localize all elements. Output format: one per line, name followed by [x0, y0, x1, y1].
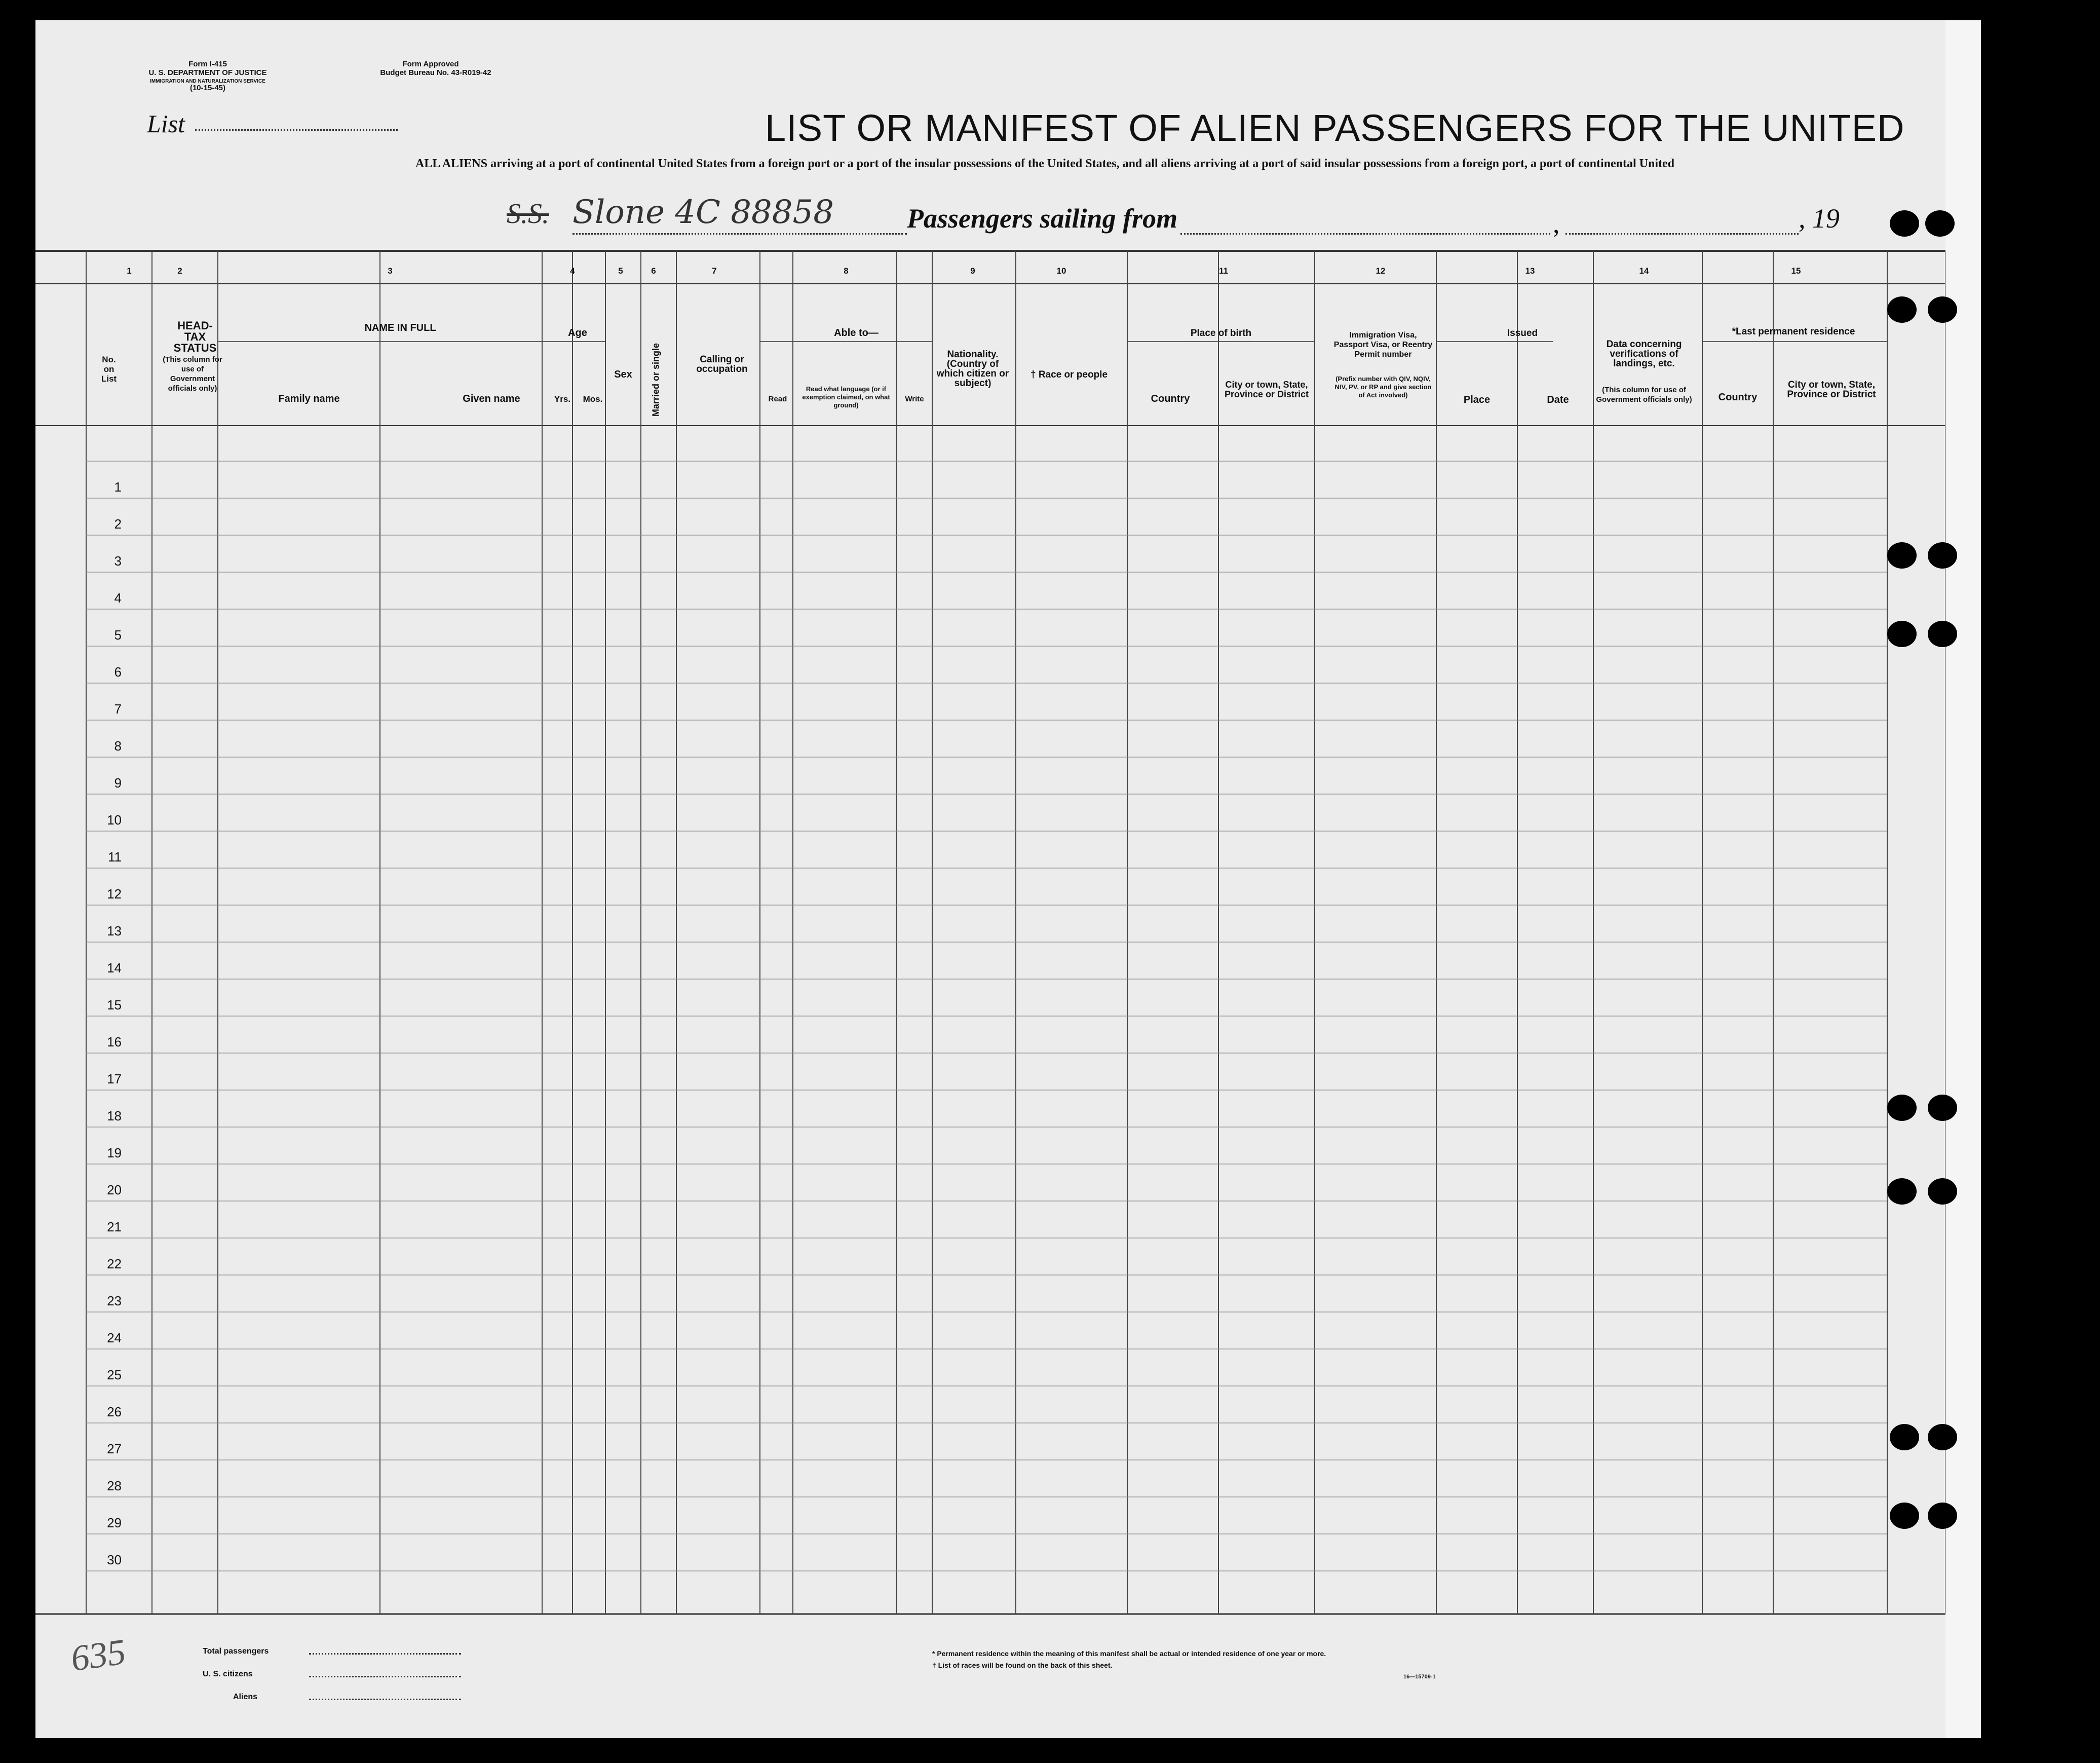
row-number: 11: [108, 849, 122, 865]
row-number: 21: [107, 1219, 122, 1234]
punch-hole: [1928, 1178, 1957, 1205]
header-race: † Race or people: [1030, 369, 1108, 380]
row-number: 12: [107, 886, 122, 902]
row-number: 14: [107, 960, 122, 976]
header-residence-country: Country: [1718, 392, 1758, 403]
aliens-label: Aliens: [233, 1693, 258, 1701]
colnum-2: 2: [177, 266, 182, 276]
header-mos: Mos.: [583, 394, 603, 404]
colnum-5: 5: [618, 266, 623, 276]
colnum-4: 4: [570, 266, 575, 276]
manifest-grid: [35, 20, 1981, 1738]
us-citizens-field[interactable]: [309, 1676, 461, 1677]
aliens-field[interactable]: [309, 1699, 461, 1700]
header-issued: Issued: [1507, 328, 1538, 339]
row-number: 17: [107, 1071, 122, 1086]
row-number: 3: [114, 553, 122, 569]
header-no-on-list: No. on List: [101, 355, 117, 384]
punch-hole: [1928, 621, 1957, 647]
manifest-page: [35, 20, 1981, 1738]
colnum-1: 1: [127, 266, 132, 276]
punch-hole: [1890, 1503, 1919, 1529]
punch-hole: [1925, 210, 1955, 237]
row-number: 15: [107, 997, 122, 1012]
us-citizens-label: U. S. citizens: [203, 1670, 253, 1678]
header-visa-note: (Prefix number with QIV, NQIV, NIV, PV, or RP and give section of Act involved): [1334, 375, 1432, 399]
row-number: 26: [107, 1404, 122, 1419]
binding-edge: [1945, 20, 1981, 1738]
print-code: 16—15709-1: [1403, 1674, 1436, 1680]
header-place-of-birth: Place of birth: [1190, 328, 1252, 339]
row-number: 9: [114, 775, 122, 791]
header-landings-note: (This column for use of Government officials only): [1596, 386, 1692, 404]
row-number: 30: [107, 1552, 122, 1567]
header-able-to: Able to—: [834, 327, 879, 339]
row-number: 4: [114, 590, 122, 606]
punch-hole: [1928, 1095, 1957, 1121]
vessel-handwriting: Slone 4C 88858: [572, 194, 834, 231]
header-birth-city: City or town, State, Province or District: [1224, 380, 1309, 399]
header-sex: Sex: [614, 369, 632, 380]
colnum-15: 15: [1791, 266, 1801, 276]
punch-hole: [1887, 1178, 1917, 1205]
row-number: 1: [114, 479, 122, 495]
footnote-residence: * Permanent residence within the meaning of this manifest shall be actual or intended residence of one year or more.: [932, 1649, 1326, 1658]
colnum-13: 13: [1525, 266, 1535, 276]
header-nationality: Nationality. (Country of which citizen or subject): [936, 349, 1009, 389]
sailing-comma: ,: [1553, 208, 1560, 239]
service-name: IMMIGRATION AND NATURALIZATION SERVICE: [150, 79, 265, 84]
row-number: 6: [114, 664, 122, 680]
form-number: Form I-415: [188, 60, 227, 68]
colnum-7: 7: [712, 266, 717, 276]
form-date: (10-15-45): [189, 84, 226, 92]
footnote-races: † List of races will be found on the back of this sheet.: [932, 1661, 1113, 1669]
colnum-10: 10: [1056, 266, 1066, 276]
handwritten-number: 635: [68, 1631, 128, 1679]
header-calling: Calling or occupation: [696, 354, 748, 374]
header-head-tax-note: (This column for use of Government officials only): [163, 355, 222, 393]
row-number: 20: [107, 1182, 122, 1197]
punch-hole: [1887, 1095, 1917, 1121]
punch-hole: [1887, 621, 1917, 647]
colnum-14: 14: [1639, 266, 1649, 276]
row-number: 22: [107, 1256, 122, 1271]
header-visa: Immigration Visa, Passport Visa, or Reentry Permit number: [1333, 331, 1433, 359]
colnum-3: 3: [388, 266, 393, 276]
punch-hole: [1887, 296, 1917, 323]
colnum-12: 12: [1376, 266, 1386, 276]
header-read-language: Read what language (or if exemption claimed, on what ground): [802, 385, 890, 409]
header-age: Age: [568, 327, 587, 339]
colnum-11: 11: [1219, 266, 1228, 276]
punch-hole: [1928, 1503, 1957, 1529]
row-number: 27: [107, 1441, 122, 1456]
row-number: 29: [107, 1515, 122, 1530]
page-subtitle: ALL ALIENS arriving at a port of continental United States from a foreign port or a port of the insular possessions of the United States, and all aliens arriving at a port of said insular possessions from a foreign port, a port of continental United: [415, 157, 1674, 170]
header-write: Write: [905, 395, 924, 403]
header-birth-country: Country: [1151, 393, 1190, 404]
row-number: 24: [107, 1330, 122, 1345]
punch-hole: [1928, 296, 1957, 323]
header-read: Read: [768, 395, 787, 403]
total-passengers-label: Total passengers: [203, 1647, 269, 1656]
total-passengers-field[interactable]: [309, 1653, 461, 1655]
header-residence-city: City or town, State, Province or District: [1787, 380, 1876, 400]
punch-hole: [1928, 1424, 1957, 1450]
form-approved: Form Approved: [402, 60, 459, 68]
list-label: List: [147, 109, 185, 138]
punch-hole: [1928, 542, 1957, 569]
year-prefix: , 19: [1799, 203, 1840, 234]
row-number: 13: [107, 923, 122, 939]
punch-hole: [1887, 542, 1917, 569]
row-number: 7: [114, 701, 122, 717]
row-number: 19: [107, 1145, 122, 1160]
row-number: 8: [114, 738, 122, 754]
header-name-in-full: NAME IN FULL: [364, 322, 436, 333]
header-yrs: Yrs.: [554, 394, 571, 404]
row-number: 25: [107, 1367, 122, 1382]
punch-hole: [1890, 210, 1919, 237]
row-number: 5: [114, 627, 122, 643]
header-last-residence: *Last permanent residence: [1732, 326, 1855, 337]
header-issued-place: Place: [1463, 394, 1491, 405]
department-name: U. S. DEPARTMENT OF JUSTICE: [148, 68, 267, 77]
header-issued-date: Date: [1547, 394, 1569, 405]
header-landings: Data concerning verifications of landings, etc.: [1606, 339, 1682, 369]
sailing-from-label: Passengers sailing from: [907, 203, 1178, 234]
header-given-name: Given name: [463, 393, 520, 404]
colnum-6: 6: [651, 266, 656, 276]
row-number: 23: [107, 1293, 122, 1308]
colnum-9: 9: [970, 266, 975, 276]
header-family-name: Family name: [278, 393, 340, 404]
row-number: 18: [107, 1108, 122, 1123]
row-number: 28: [107, 1478, 122, 1493]
row-number: 16: [107, 1034, 122, 1049]
row-number: 10: [107, 812, 122, 828]
header-head-tax: HEAD-TAX STATUS: [173, 319, 217, 354]
ss-label: S.S.: [507, 198, 549, 230]
budget-bureau: Budget Bureau No. 43-R019-42: [380, 68, 491, 77]
colnum-8: 8: [844, 266, 849, 276]
page-title: LIST OR MANIFEST OF ALIEN PASSENGERS FOR THE UNITED: [765, 107, 1905, 149]
row-number: 2: [114, 516, 122, 532]
header-married: Married or single: [651, 343, 661, 417]
punch-hole: [1890, 1424, 1919, 1450]
